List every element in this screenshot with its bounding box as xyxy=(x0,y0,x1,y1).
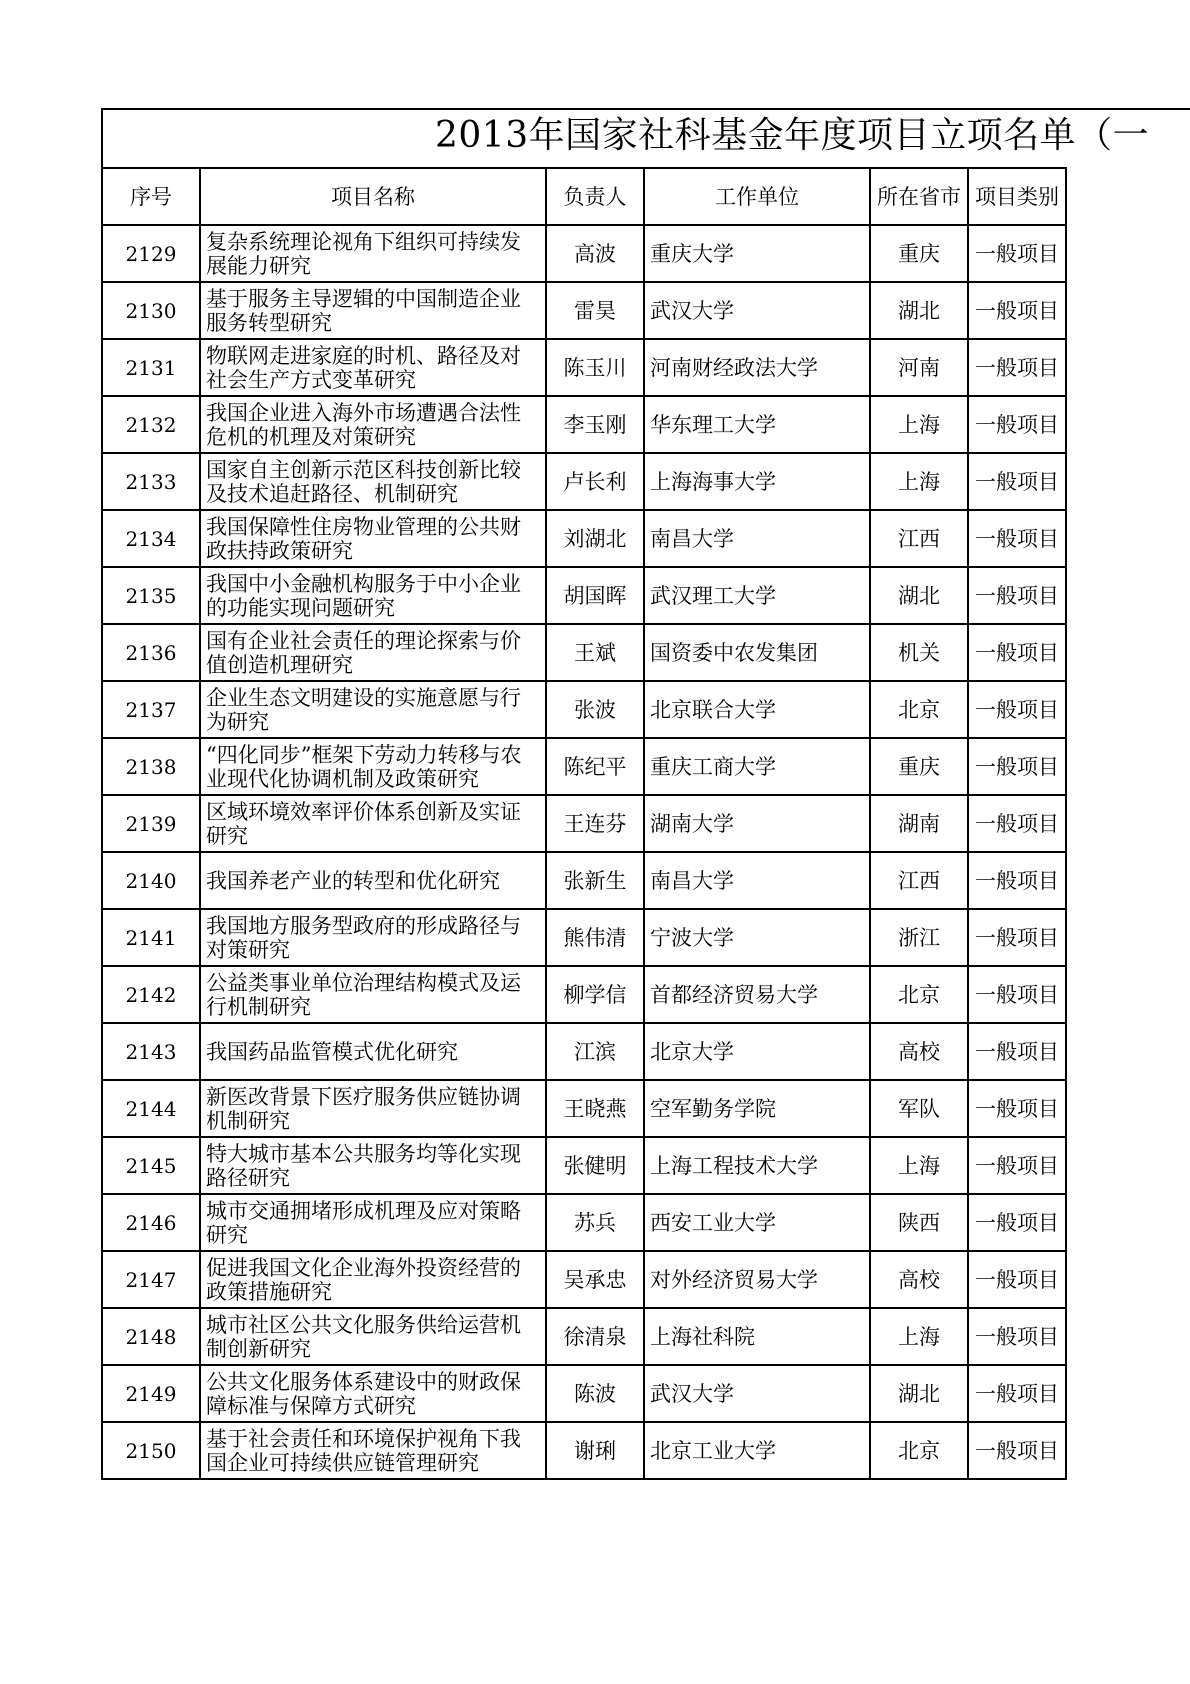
cell-leader: 徐清泉 xyxy=(546,1308,644,1365)
cell-no: 2136 xyxy=(102,624,200,681)
cell-leader: 王连芬 xyxy=(546,795,644,852)
cell-type: 一般项目 xyxy=(968,396,1066,453)
table-row xyxy=(102,966,1066,1023)
cell-province: 湖北 xyxy=(870,282,968,339)
cell-type: 一般项目 xyxy=(968,909,1066,966)
cell-province: 北京 xyxy=(870,1422,968,1479)
cell-leader: 谢琍 xyxy=(546,1422,644,1479)
table-row xyxy=(102,225,1066,282)
cell-project-name: 我国地方服务型政府的形成路径与对策研究 xyxy=(200,909,546,966)
cell-type: 一般项目 xyxy=(968,1194,1066,1251)
cell-leader: 王斌 xyxy=(546,624,644,681)
table-row xyxy=(102,1422,1066,1479)
cell-province: 上海 xyxy=(870,396,968,453)
table-row xyxy=(102,1365,1066,1422)
cell-unit: 河南财经政法大学 xyxy=(644,339,870,396)
cell-no: 2146 xyxy=(102,1194,200,1251)
cell-type: 一般项目 xyxy=(968,339,1066,396)
cell-no: 2137 xyxy=(102,681,200,738)
cell-province: 上海 xyxy=(870,453,968,510)
cell-unit: 上海海事大学 xyxy=(644,453,870,510)
header-row xyxy=(102,168,1066,225)
cell-unit: 武汉理工大学 xyxy=(644,567,870,624)
cell-unit: 北京大学 xyxy=(644,1023,870,1080)
cell-no: 2132 xyxy=(102,396,200,453)
cell-no: 2148 xyxy=(102,1308,200,1365)
header-name: 项目名称 xyxy=(200,168,546,225)
cell-project-name: 企业生态文明建设的实施意愿与行为研究 xyxy=(200,681,546,738)
cell-unit: 上海工程技术大学 xyxy=(644,1137,870,1194)
table-row xyxy=(102,1308,1066,1365)
cell-project-name: 我国保障性住房物业管理的公共财政扶持政策研究 xyxy=(200,510,546,567)
cell-project-name: 物联网走进家庭的时机、路径及对社会生产方式变革研究 xyxy=(200,339,546,396)
cell-province: 高校 xyxy=(870,1251,968,1308)
cell-province: 上海 xyxy=(870,1308,968,1365)
cell-project-name: 复杂系统理论视角下组织可持续发展能力研究 xyxy=(200,225,546,282)
cell-type: 一般项目 xyxy=(968,624,1066,681)
cell-type: 一般项目 xyxy=(968,795,1066,852)
table-row xyxy=(102,510,1066,567)
cell-leader: 雷昊 xyxy=(546,282,644,339)
cell-unit: 武汉大学 xyxy=(644,282,870,339)
cell-no: 2130 xyxy=(102,282,200,339)
cell-leader: 卢长利 xyxy=(546,453,644,510)
cell-project-name: 基于服务主导逻辑的中国制造企业服务转型研究 xyxy=(200,282,546,339)
cell-unit: 重庆大学 xyxy=(644,225,870,282)
cell-project-name: 我国药品监管模式优化研究 xyxy=(200,1023,546,1080)
cell-leader: 江滨 xyxy=(546,1023,644,1080)
cell-province: 机关 xyxy=(870,624,968,681)
cell-unit: 北京联合大学 xyxy=(644,681,870,738)
cell-province: 军队 xyxy=(870,1080,968,1137)
cell-no: 2147 xyxy=(102,1251,200,1308)
table-row xyxy=(102,1023,1066,1080)
cell-unit: 对外经济贸易大学 xyxy=(644,1251,870,1308)
cell-type: 一般项目 xyxy=(968,453,1066,510)
cell-unit: 首都经济贸易大学 xyxy=(644,966,870,1023)
cell-no: 2133 xyxy=(102,453,200,510)
cell-unit: 宁波大学 xyxy=(644,909,870,966)
cell-leader: 张波 xyxy=(546,681,644,738)
cell-type: 一般项目 xyxy=(968,1251,1066,1308)
cell-project-name: 基于社会责任和环境保护视角下我国企业可持续供应链管理研究 xyxy=(200,1422,546,1479)
table-row xyxy=(102,795,1066,852)
cell-no: 2134 xyxy=(102,510,200,567)
cell-leader: 胡国晖 xyxy=(546,567,644,624)
document-title: 2013年国家社科基金年度项目立项名单（一 xyxy=(435,115,1150,156)
cell-type: 一般项目 xyxy=(968,966,1066,1023)
cell-province: 重庆 xyxy=(870,225,968,282)
cell-project-name: 我国企业进入海外市场遭遇合法性危机的机理及对策研究 xyxy=(200,396,546,453)
cell-province: 江西 xyxy=(870,852,968,909)
cell-unit: 南昌大学 xyxy=(644,852,870,909)
cell-no: 2138 xyxy=(102,738,200,795)
cell-leader: 柳学信 xyxy=(546,966,644,1023)
cell-project-name: 国家自主创新示范区科技创新比较及技术追赶路径、机制研究 xyxy=(200,453,546,510)
cell-no: 2142 xyxy=(102,966,200,1023)
cell-project-name: 城市社区公共文化服务供给运营机制创新研究 xyxy=(200,1308,546,1365)
header-unit: 工作单位 xyxy=(644,168,870,225)
cell-leader: 吴承忠 xyxy=(546,1251,644,1308)
header-leader: 负责人 xyxy=(546,168,644,225)
table-row xyxy=(102,1080,1066,1137)
table-row xyxy=(102,1194,1066,1251)
cell-project-name: 国有企业社会责任的理论探索与价值创造机理研究 xyxy=(200,624,546,681)
table-row xyxy=(102,453,1066,510)
cell-leader: 苏兵 xyxy=(546,1194,644,1251)
cell-leader: 陈纪平 xyxy=(546,738,644,795)
cell-leader: 熊伟清 xyxy=(546,909,644,966)
cell-no: 2139 xyxy=(102,795,200,852)
cell-province: 湖北 xyxy=(870,567,968,624)
cell-no: 2131 xyxy=(102,339,200,396)
cell-type: 一般项目 xyxy=(968,852,1066,909)
table-row xyxy=(102,1137,1066,1194)
cell-type: 一般项目 xyxy=(968,1137,1066,1194)
cell-project-name: 我国养老产业的转型和优化研究 xyxy=(200,852,546,909)
table-row xyxy=(102,852,1066,909)
cell-no: 2129 xyxy=(102,225,200,282)
cell-no: 2149 xyxy=(102,1365,200,1422)
cell-project-name: 公益类事业单位治理结构模式及运行机制研究 xyxy=(200,966,546,1023)
cell-type: 一般项目 xyxy=(968,1422,1066,1479)
table-row xyxy=(102,624,1066,681)
cell-project-name: 区域环境效率评价体系创新及实证研究 xyxy=(200,795,546,852)
cell-type: 一般项目 xyxy=(968,225,1066,282)
table-body xyxy=(102,225,1066,1479)
table-row xyxy=(102,1251,1066,1308)
cell-project-name: 我国中小金融机构服务于中小企业的功能实现问题研究 xyxy=(200,567,546,624)
cell-province: 江西 xyxy=(870,510,968,567)
cell-province: 北京 xyxy=(870,681,968,738)
cell-no: 2140 xyxy=(102,852,200,909)
cell-unit: 上海社科院 xyxy=(644,1308,870,1365)
cell-province: 陕西 xyxy=(870,1194,968,1251)
cell-type: 一般项目 xyxy=(968,738,1066,795)
cell-unit: 武汉大学 xyxy=(644,1365,870,1422)
cell-unit: 南昌大学 xyxy=(644,510,870,567)
cell-type: 一般项目 xyxy=(968,1023,1066,1080)
cell-leader: 李玉刚 xyxy=(546,396,644,453)
cell-project-name: 公共文化服务体系建设中的财政保障标准与保障方式研究 xyxy=(200,1365,546,1422)
cell-leader: 王晓燕 xyxy=(546,1080,644,1137)
table-row xyxy=(102,567,1066,624)
cell-project-name: 新医改背景下医疗服务供应链协调机制研究 xyxy=(200,1080,546,1137)
table-row xyxy=(102,738,1066,795)
cell-unit: 华东理工大学 xyxy=(644,396,870,453)
cell-type: 一般项目 xyxy=(968,1308,1066,1365)
cell-project-name: 城市交通拥堵形成机理及应对策略研究 xyxy=(200,1194,546,1251)
project-table xyxy=(101,167,1067,1480)
cell-leader: 张健明 xyxy=(546,1137,644,1194)
cell-unit: 北京工业大学 xyxy=(644,1422,870,1479)
header-type: 项目类别 xyxy=(968,168,1066,225)
cell-no: 2141 xyxy=(102,909,200,966)
title-cell xyxy=(101,108,1190,167)
cell-leader: 陈波 xyxy=(546,1365,644,1422)
table-row xyxy=(102,339,1066,396)
cell-project-name: “四化同步”框架下劳动力转移与农业现代化协调机制及政策研究 xyxy=(200,738,546,795)
cell-type: 一般项目 xyxy=(968,510,1066,567)
cell-province: 高校 xyxy=(870,1023,968,1080)
table-row xyxy=(102,396,1066,453)
header-no: 序号 xyxy=(102,168,200,225)
cell-province: 湖北 xyxy=(870,1365,968,1422)
cell-province: 浙江 xyxy=(870,909,968,966)
cell-unit: 国资委中农发集团 xyxy=(644,624,870,681)
cell-type: 一般项目 xyxy=(968,681,1066,738)
table-row xyxy=(102,282,1066,339)
cell-leader: 高波 xyxy=(546,225,644,282)
cell-province: 上海 xyxy=(870,1137,968,1194)
header-province: 所在省市 xyxy=(870,168,968,225)
cell-no: 2135 xyxy=(102,567,200,624)
cell-type: 一般项目 xyxy=(968,1080,1066,1137)
cell-no: 2143 xyxy=(102,1023,200,1080)
cell-province: 北京 xyxy=(870,966,968,1023)
cell-no: 2150 xyxy=(102,1422,200,1479)
cell-project-name: 特大城市基本公共服务均等化实现路径研究 xyxy=(200,1137,546,1194)
table-row xyxy=(102,909,1066,966)
cell-type: 一般项目 xyxy=(968,567,1066,624)
cell-province: 河南 xyxy=(870,339,968,396)
cell-unit: 西安工业大学 xyxy=(644,1194,870,1251)
cell-unit: 重庆工商大学 xyxy=(644,738,870,795)
table-row xyxy=(102,681,1066,738)
cell-leader: 陈玉川 xyxy=(546,339,644,396)
cell-type: 一般项目 xyxy=(968,282,1066,339)
cell-province: 重庆 xyxy=(870,738,968,795)
cell-type: 一般项目 xyxy=(968,1365,1066,1422)
cell-leader: 张新生 xyxy=(546,852,644,909)
cell-province: 湖南 xyxy=(870,795,968,852)
cell-project-name: 促进我国文化企业海外投资经营的政策措施研究 xyxy=(200,1251,546,1308)
cell-no: 2144 xyxy=(102,1080,200,1137)
cell-unit: 空军勤务学院 xyxy=(644,1080,870,1137)
cell-no: 2145 xyxy=(102,1137,200,1194)
cell-leader: 刘湖北 xyxy=(546,510,644,567)
cell-unit: 湖南大学 xyxy=(644,795,870,852)
